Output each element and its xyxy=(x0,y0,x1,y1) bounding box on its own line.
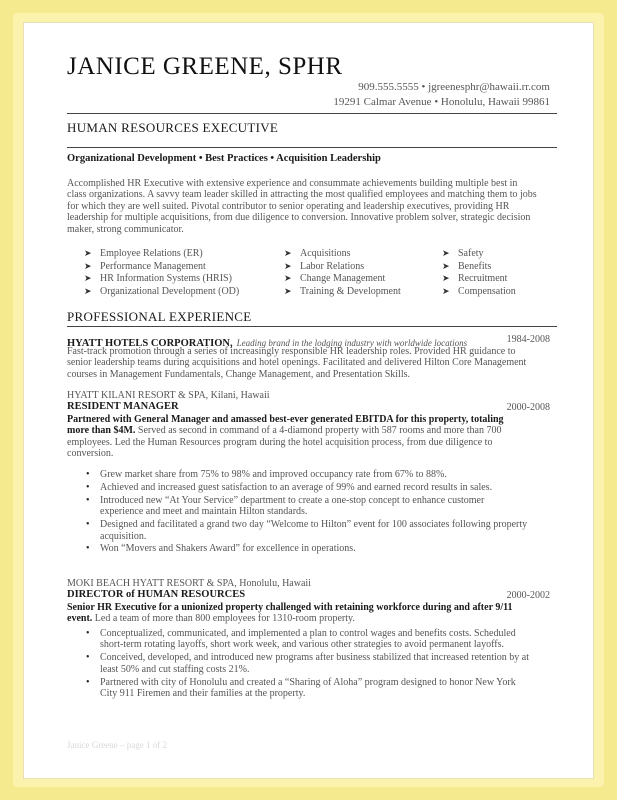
chevron-right-icon: ➤ xyxy=(84,260,92,271)
bullet-icon: • xyxy=(86,676,90,688)
job1-lead-rest: Served as second in command of a 4-diamond property with 587 rooms and more than 700 xyxy=(135,425,502,437)
chevron-right-icon: ➤ xyxy=(84,248,92,258)
paragraph-line: Fast-track promotion through a series of increasingly responsible HR leadership roles. Provided HR guidance to xyxy=(67,346,516,357)
list-item: • Won “Movers and Shakers Award” for excellence in operations. xyxy=(86,543,356,555)
list-item: • Achieved and increased guest satisfaction to an average of 99% and earned record results in sales. xyxy=(86,481,493,493)
chevron-right-icon: ➤ xyxy=(284,260,292,271)
chevron-right-icon: ➤ xyxy=(284,286,292,297)
job2-location: MOKI BEACH HYATT RESORT & SPA, Honolulu, Hawaii xyxy=(67,578,311,589)
chevron-right-icon: ➤ xyxy=(284,273,292,284)
chevron-right-icon: ➤ xyxy=(442,248,450,258)
summary-line: class organizations. A savvy team leader skilled in attracting the most qualified employees and matching them to jobs xyxy=(67,189,537,201)
job1-lead-bold: more than $4M. xyxy=(67,425,136,437)
skill-item: ➤ Labor Relations xyxy=(284,260,365,272)
list-item: • Grew market share from 75% to 98% and improved occupancy rate from 67% to 88%. xyxy=(86,469,447,480)
skill-item: ➤ Organizational Development (OD) xyxy=(84,286,240,298)
skill-item: ➤ Recruitment xyxy=(442,273,508,285)
summary-line: Accomplished HR Executive with extensive experience and consummate achievements building multiple best in xyxy=(67,178,518,189)
job1-lead-line: Partnered with General Manager and amassed best-ever generated EBITDA for this property, totaling xyxy=(67,414,504,425)
company-paragraph xyxy=(67,346,557,380)
divider xyxy=(67,113,557,114)
skill-item: ➤ Training & Development xyxy=(284,286,401,298)
divider xyxy=(67,147,557,148)
paragraph-line: courses in Management Fundamentals, Change Management, and Presentation Skills. xyxy=(67,368,410,380)
contact-address: 19291 Calmar Avenue • Honolulu, Hawaii 99861 xyxy=(333,96,550,108)
job2-role: DIRECTOR of HUMAN RESOURCES xyxy=(67,589,246,600)
skills-column xyxy=(284,247,401,298)
chevron-right-icon: ➤ xyxy=(442,260,450,271)
job1-bullets xyxy=(86,469,556,556)
chevron-right-icon: ➤ xyxy=(84,286,92,297)
bullet-icon: • xyxy=(86,652,90,664)
skill-item: ➤ Change Management xyxy=(284,273,386,285)
chevron-right-icon: ➤ xyxy=(84,273,92,284)
summary-line: maker, strong communicator. xyxy=(67,223,184,235)
job2-paragraph xyxy=(67,602,557,625)
job2-dates: 2000-2002 xyxy=(506,590,550,601)
paragraph-line: conversion. xyxy=(67,448,114,460)
experience-title: PROFESSIONAL EXPERIENCE xyxy=(67,309,252,324)
bullet-icon: • xyxy=(86,628,90,639)
chevron-right-icon: ➤ xyxy=(442,273,450,284)
divider xyxy=(67,326,557,327)
paragraph-line: employees. Led the Human Resources program during the hotel acquisition process, from due diligence to xyxy=(67,436,493,448)
company-tagline: Leading brand in the lodging industry with worldwide locations xyxy=(236,338,468,348)
bullet-icon: • xyxy=(86,519,90,531)
list-item: • Partnered with city of Honolulu and created a “Sharing of Aloha” program designed to honor New York City 911 Firemen and their families at the property. xyxy=(86,676,516,700)
list-item: • Conceived, developed, and introduced new programs after business stabilized that increased retention by at least 50% and cut staffing costs 21%. xyxy=(86,652,530,675)
job2-lead-bold: event. xyxy=(67,613,93,625)
summary-line: leadership for multiple acquisitions, from due diligence to conversion. Innovative problem solver, strategic decision xyxy=(67,212,531,224)
skill-item: ➤ Acquisitions xyxy=(284,248,351,259)
list-item: • Introduced new “At Your Service” department to create a one-stop concept to enhance customer experience and meet and maintain Hilton standards. xyxy=(86,494,485,518)
page-footer: Janice Greene – page 1 of 2 xyxy=(67,740,167,750)
summary-title: HUMAN RESOURCES EXECUTIVE xyxy=(67,120,279,135)
list-item: • Conceptualized, communicated, and implemented a plan to control wages and benefits costs. Scheduled short-term rotating layoffs, short work week, and various other strategies to avoid permanent layoffs. xyxy=(86,628,516,651)
job1-paragraph xyxy=(67,414,557,460)
chevron-right-icon: ➤ xyxy=(284,248,292,258)
paragraph-line: senior leadership teams during acquisitions and hotel openings. Facilitated and delivered Hilton Core Management xyxy=(67,357,527,369)
skill-item: ➤ Benefits xyxy=(442,260,492,272)
summary-paragraph xyxy=(67,178,557,235)
skills-column xyxy=(442,247,516,298)
skill-item: ➤ Compensation xyxy=(442,286,516,298)
company-dates: 1984-2008 xyxy=(506,334,550,345)
skill-item: ➤ HR Information Systems (HRIS) xyxy=(84,273,232,285)
job1-role: RESIDENT MANAGER xyxy=(67,401,179,412)
skill-item: ➤ Employee Relations (ER) xyxy=(84,248,203,259)
bullet-icon: • xyxy=(86,481,90,493)
resume-page xyxy=(23,22,594,779)
focus-line: Organizational Development • Best Practices • Acquisition Leadership xyxy=(67,153,381,164)
job2-lead-line: Senior HR Executive for a unionized property challenged with retaining workforce during and after 9/11 xyxy=(67,602,513,613)
job2-lead-rest: Led a team of more than 800 employees for 1310-room property. xyxy=(92,613,355,625)
bullet-icon: • xyxy=(86,469,90,480)
skill-item: ➤ Performance Management xyxy=(84,260,206,272)
skills-column xyxy=(84,247,239,298)
list-item: • Designed and facilitated a grand two day “Welcome to Hilton” event for 100 associates following property acquisition. xyxy=(86,519,528,542)
company-name: HYATT HOTELS CORPORATION, xyxy=(67,338,233,349)
skill-item: ➤ Safety xyxy=(442,248,484,259)
job2-bullets xyxy=(86,628,556,701)
contact-phone-email: 909.555.5555 • jgreenesphr@hawaii.rr.com xyxy=(358,81,550,93)
chevron-right-icon: ➤ xyxy=(442,286,450,297)
summary-line: for which they are well suited. Pivotal contributor to senior operating and leadership executives, providing HR xyxy=(67,200,510,212)
bullet-icon: • xyxy=(86,494,90,506)
job1-location: HYATT KILANI RESORT & SPA, Kilani, Hawaii xyxy=(67,390,270,401)
bullet-icon: • xyxy=(86,543,90,555)
candidate-name: JANICE GREENE, SPHR xyxy=(67,53,343,80)
job1-dates: 2000-2008 xyxy=(506,402,550,413)
